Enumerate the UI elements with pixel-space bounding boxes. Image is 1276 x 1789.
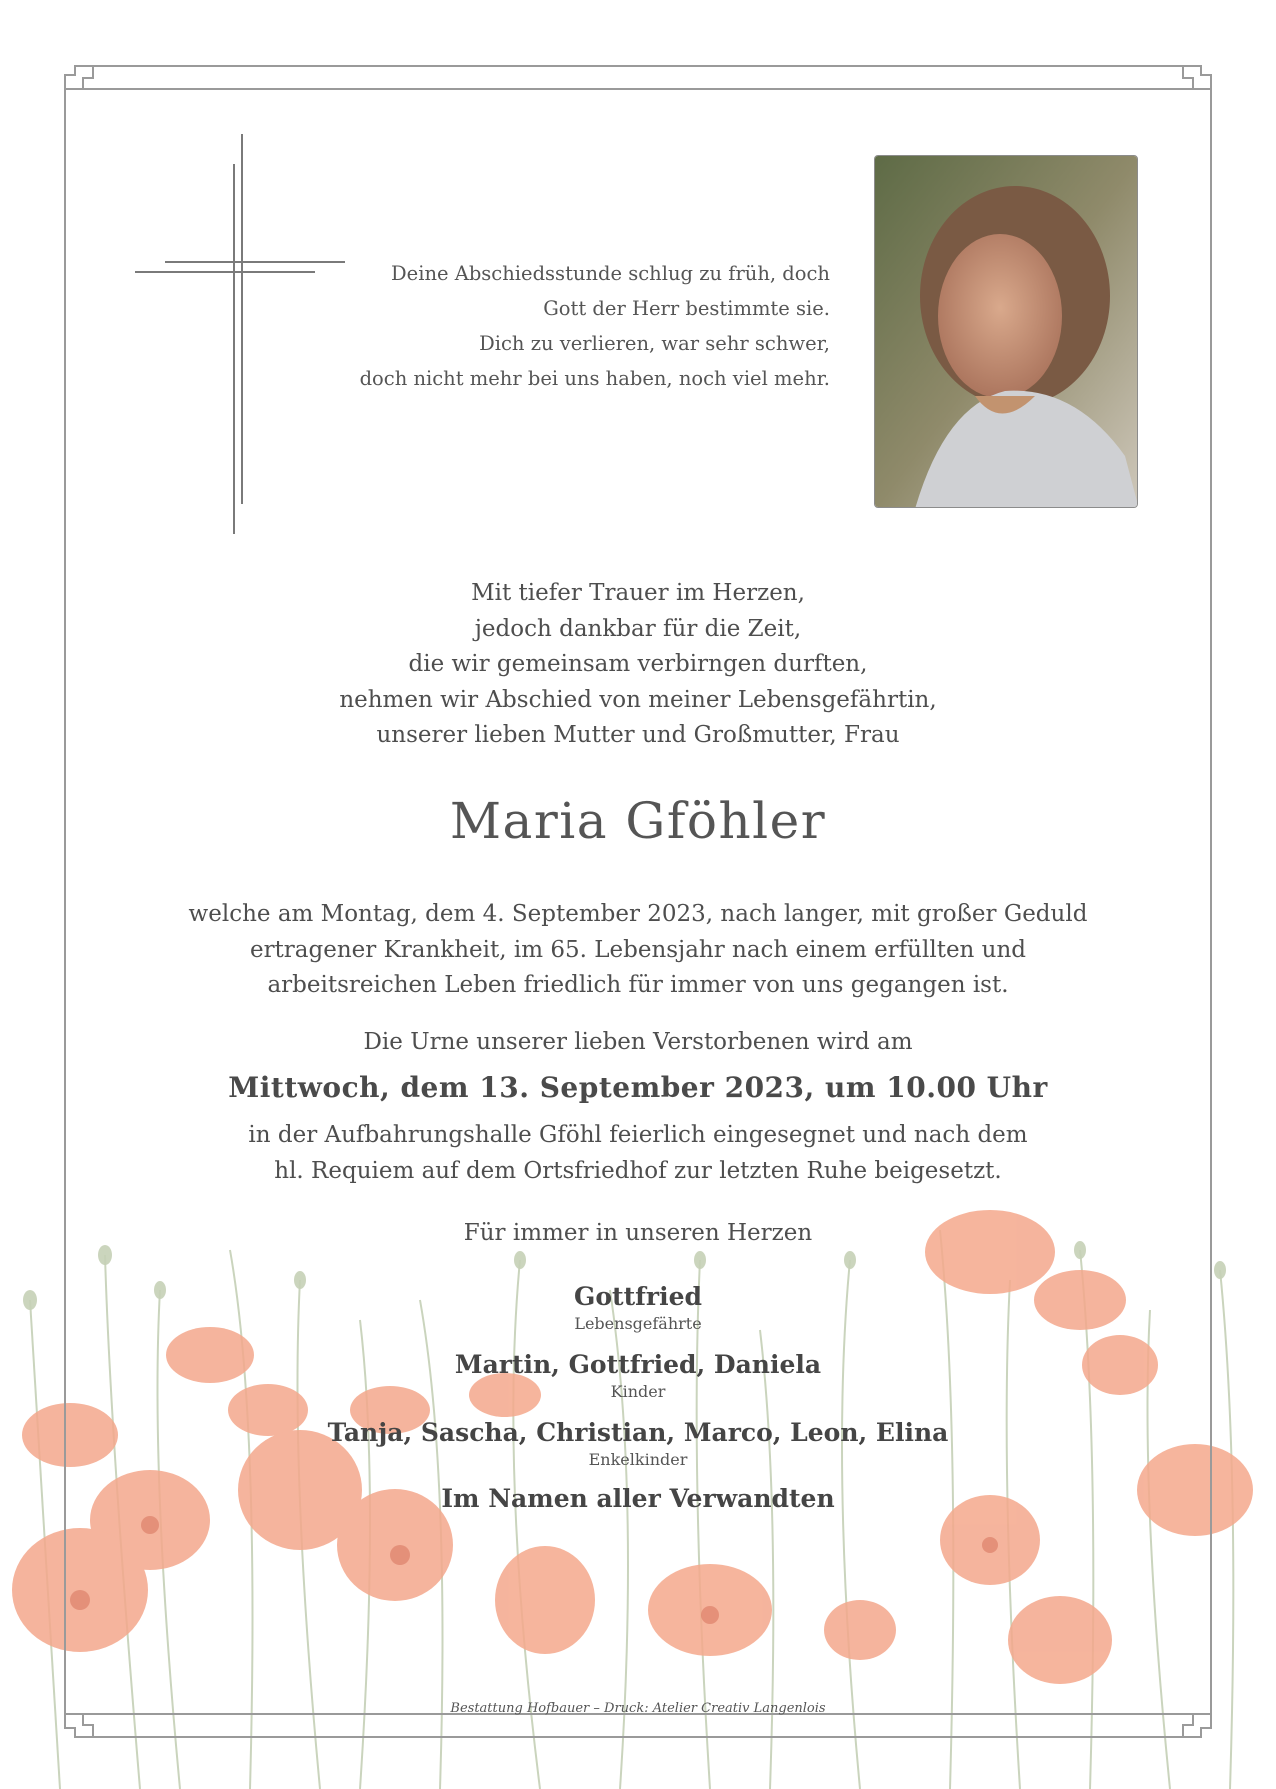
intro-line: nehmen wir Abschied von meiner Lebensgefährtin,	[339, 686, 937, 713]
print-credit-footer: Bestattung Hofbauer – Druck: Atelier Creativ Langenlois	[450, 1701, 826, 1716]
verse-line: Dich zu verlieren, war sehr schwer,	[479, 332, 830, 355]
verse-line: Deine Abschiedsstunde schlug zu früh, doch	[391, 262, 830, 285]
mourner-relation: Lebensgefährte	[574, 1314, 702, 1333]
cross-icon	[130, 134, 350, 539]
verse-line: doch nicht mehr bei uns haben, noch viel mehr.	[359, 367, 830, 390]
ceremony-line: in der Aufbahrungshalle Gföhl feierlich eingesegnet und nach dem	[248, 1122, 1028, 1148]
mourner-names: Tanja, Sascha, Christian, Marco, Leon, Elina	[327, 1418, 949, 1447]
intro-text	[0, 576, 1276, 754]
ceremony-line: hl. Requiem auf dem Ortsfriedhof zur letzten Ruhe beigesetzt.	[274, 1157, 1002, 1184]
mourners-list	[0, 1280, 1276, 1513]
mourners-closing: Im Namen aller Verwandten	[441, 1484, 835, 1513]
intro-line: jedoch dankbar für die Zeit,	[474, 615, 802, 642]
farewell-text: Für immer in unseren Herzen	[463, 1220, 813, 1246]
mourner-names: Martin, Gottfried, Daniela	[454, 1350, 822, 1379]
intro-line: unserer lieben Mutter und Großmutter, Frau	[376, 722, 900, 748]
deceased-name: Maria Gföhler	[449, 792, 827, 850]
ceremony-intro: Die Urne unserer lieben Verstorbenen wird am	[363, 1029, 913, 1055]
ceremony-date: Mittwoch, dem 13. September 2023, um 10.00 Uhr	[228, 1071, 1048, 1104]
mourner-names: Gottfried	[574, 1282, 702, 1311]
memorial-verse	[330, 256, 830, 396]
ceremony-details	[0, 1118, 1276, 1189]
intro-line: die wir gemeinsam verbirngen durften,	[408, 651, 868, 677]
mourner-relation: Kinder	[610, 1382, 666, 1401]
mourner-relation: Enkelkinder	[588, 1450, 688, 1469]
verse-line: Gott der Herr bestimmte sie.	[543, 297, 830, 320]
portrait-image	[875, 156, 1138, 508]
death-notice	[0, 897, 1276, 1004]
intro-line: Mit tiefer Trauer im Herzen,	[471, 580, 805, 606]
death-notice-line: arbeitsreichen Leben friedlich für immer von uns gegangen ist.	[267, 972, 1009, 998]
portrait-photo	[874, 155, 1138, 508]
death-notice-line: ertragener Krankheit, im 65. Lebensjahr nach einem erfüllten und	[249, 936, 1027, 963]
death-notice-line: welche am Montag, dem 4. September 2023, nach langer, mit großer Geduld	[188, 901, 1088, 927]
